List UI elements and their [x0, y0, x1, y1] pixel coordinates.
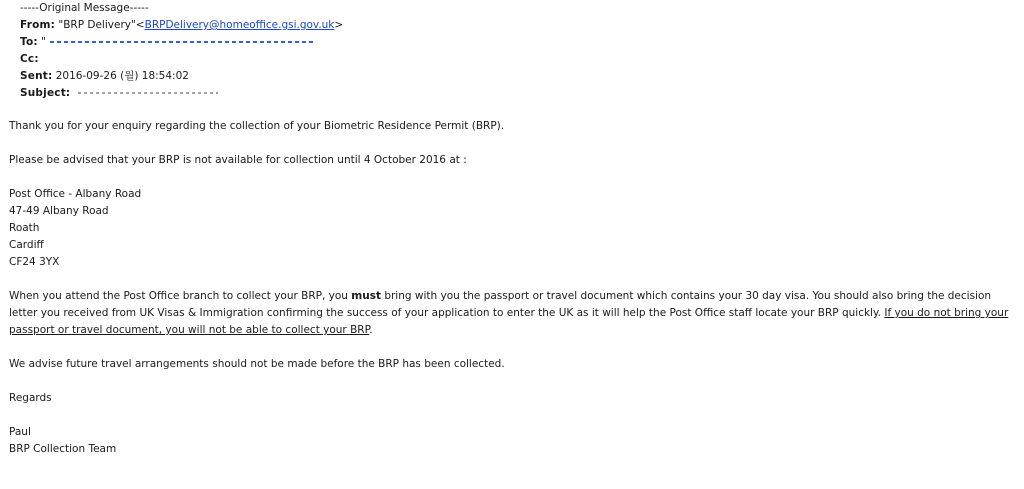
- paragraph-travel-advice: We advise future travel arrangements should not be made before the BRP has been collected.: [9, 358, 505, 370]
- address-line-1: Post Office - Albany Road: [9, 188, 142, 200]
- paragraph-enquiry: Thank you for your enquiry regarding the collection of your Biometric Residence Permit (BRP).: [9, 120, 505, 132]
- sent-row: [20, 68, 343, 85]
- from-row: [20, 17, 343, 34]
- signature-name: Paul: [9, 426, 31, 438]
- cc-row: [20, 51, 343, 68]
- to-value: ": [41, 36, 46, 48]
- subject-label: Subject:: [20, 87, 71, 99]
- paragraph-availability: Please be advised that your BRP is not available for collection until 4 October 2016 at :: [9, 154, 467, 166]
- address-line-3: Roath: [9, 222, 40, 234]
- cc-label: Cc:: [20, 53, 39, 65]
- paragraph-instructions: [9, 288, 1014, 339]
- instructions-text-a: When you attend the Post Office branch to collect your BRP, you: [9, 290, 352, 302]
- collection-address: [9, 186, 1014, 271]
- original-message-divider: -----Original Message-----: [20, 2, 149, 14]
- to-row: [20, 34, 343, 51]
- from-name: "BRP Delivery"<: [58, 19, 145, 31]
- subject-row: [20, 85, 343, 102]
- instructions-warning: If you do not bring your passport or travel document, you will not be able to collect your BRP: [9, 307, 1009, 336]
- address-line-4: Cardiff: [9, 239, 44, 251]
- sent-value: 2016-09-26 (월) 18:54:02: [55, 70, 189, 82]
- regards: Regards: [9, 392, 52, 404]
- address-line-2: 47-49 Albany Road: [9, 205, 109, 217]
- instructions-must: must: [351, 290, 381, 302]
- from-email-link[interactable]: BRPDelivery@homeoffice.gsi.gov.uk: [144, 19, 335, 31]
- instructions-end: .: [369, 324, 373, 336]
- signature-team: BRP Collection Team: [9, 443, 117, 455]
- subject-redacted: [78, 92, 218, 94]
- email-body: [9, 118, 1014, 458]
- sent-label: Sent:: [20, 70, 53, 82]
- from-close: >: [334, 19, 344, 31]
- from-label: From:: [20, 19, 56, 31]
- to-redacted-address[interactable]: [50, 41, 315, 43]
- email-header: [20, 0, 343, 102]
- to-label: To:: [20, 36, 38, 48]
- address-line-5: CF24 3YX: [9, 256, 60, 268]
- instructions-text-b: bring with you the passport or travel document which contains your 30 day visa. You should also bring the decision letter you received from UK Visas & Immigration confirming the success of your application to enter the UK as it will help the Post Office staff locate your BRP quickly.: [9, 290, 992, 319]
